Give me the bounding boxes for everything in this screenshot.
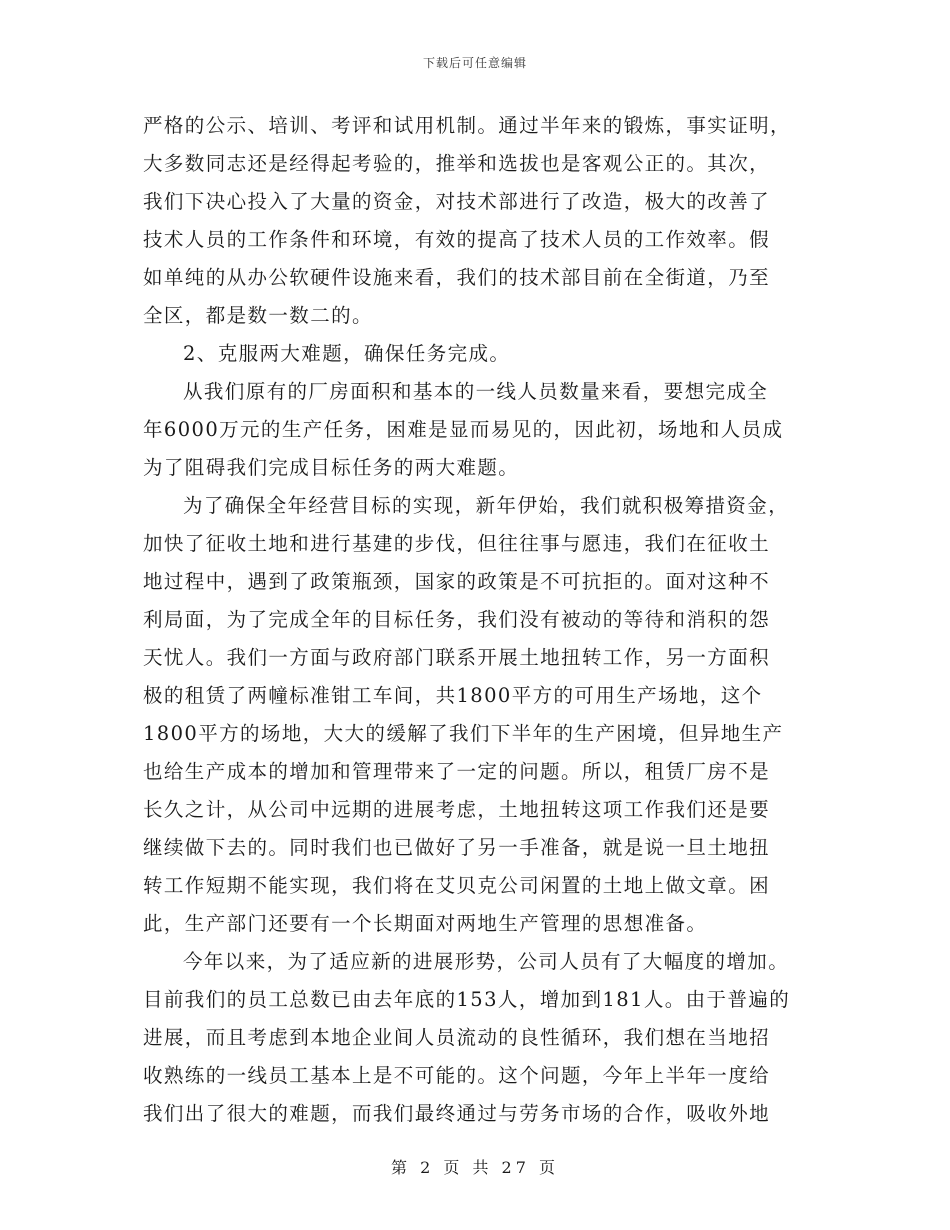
text-line: 1800平方的场地，大大的缓解了我们下半年的生产困境，但异地生产 <box>143 722 784 745</box>
text-line: 年6000万元的生产任务，困难是显而易见的，因此初，场地和人员成 <box>143 418 784 441</box>
paragraph-start-line: 从我们原有的厂房面积和基本的一线人员数量来看，要想完成全 <box>183 380 769 403</box>
page-number: 第 2 页 共 27 页 <box>391 1158 559 1177</box>
text-line: 为了阻碍我们完成目标任务的两大难题。 <box>143 456 520 479</box>
text-line: 目前我们的员工总数已由去年底的153人，增加到181人。由于普遍的 <box>143 988 791 1011</box>
paragraph-start-line: 今年以来，为了适应新的进展形势，公司人员有了大幅度的增加。 <box>183 950 790 973</box>
text-line: 继续做下去的。同时我们也已做好了另一手准备，就是说一旦土地扭 <box>143 836 771 859</box>
text-line: 进展，而且考虑到本地企业间人员流动的良性循环，我们想在当地招 <box>143 1026 771 1049</box>
text-line: 我们下决心投入了大量的资金，对技术部进行了改造，极大的改善了 <box>143 190 771 213</box>
text-line: 极的租赁了两幢标准钳工车间，共1800平方的可用生产场地，这个 <box>143 684 763 707</box>
text-line: 也给生产成本的增加和管理带来了一定的问题。所以，租赁厂房不是 <box>143 760 771 783</box>
text-line: 技术人员的工作条件和环境，有效的提高了技术人员的工作效率。假 <box>143 228 771 251</box>
text-line: 收熟练的一线员工基本上是不可能的。这个问题，今年上半年一度给 <box>143 1064 771 1087</box>
text-line: 加快了征收土地和进行基建的步伐，但往往事与愿违，我们在征收土 <box>143 532 771 555</box>
text-line: 长久之计，从公司中远期的进展考虑，土地扭转这项工作我们还是要 <box>143 798 771 821</box>
text-line: 转工作短期不能实现，我们将在艾贝克公司闲置的土地上做文章。困 <box>143 874 771 897</box>
text-line: 地过程中，遇到了政策瓶颈，国家的政策是不可抗拒的。面对这种不 <box>143 570 771 593</box>
section-heading: 2、克服两大难题，确保任务完成。 <box>183 342 511 365</box>
text-line: 大多数同志还是经得起考验的，推举和选拔也是客观公正的。其次， <box>143 152 771 175</box>
paragraph-start-line: 为了确保全年经营目标的实现，新年伊始，我们就积极筹措资金， <box>183 494 790 517</box>
text-line: 此，生产部门还要有一个长期面对两地生产管理的思想准备。 <box>143 912 708 935</box>
text-line: 如单纯的从办公软硬件设施来看，我们的技术部目前在全街道，乃至 <box>143 266 771 289</box>
text-line: 我们出了很大的难题，而我们最终通过与劳务市场的合作，吸收外地 <box>143 1102 771 1125</box>
document-body <box>143 107 809 1133</box>
page-header: 下载后可任意编辑 <box>422 56 527 70</box>
text-line: 天忧人。我们一方面与政府部门联系开展土地扭转工作，另一方面积 <box>143 646 771 669</box>
text-line: 严格的公示、培训、考评和试用机制。通过半年来的锻炼，事实证明， <box>143 114 791 137</box>
text-line: 全区，都是数一数二的。 <box>143 304 373 327</box>
text-line: 利局面，为了完成全年的目标任务，我们没有被动的等待和消积的怨 <box>143 608 771 631</box>
